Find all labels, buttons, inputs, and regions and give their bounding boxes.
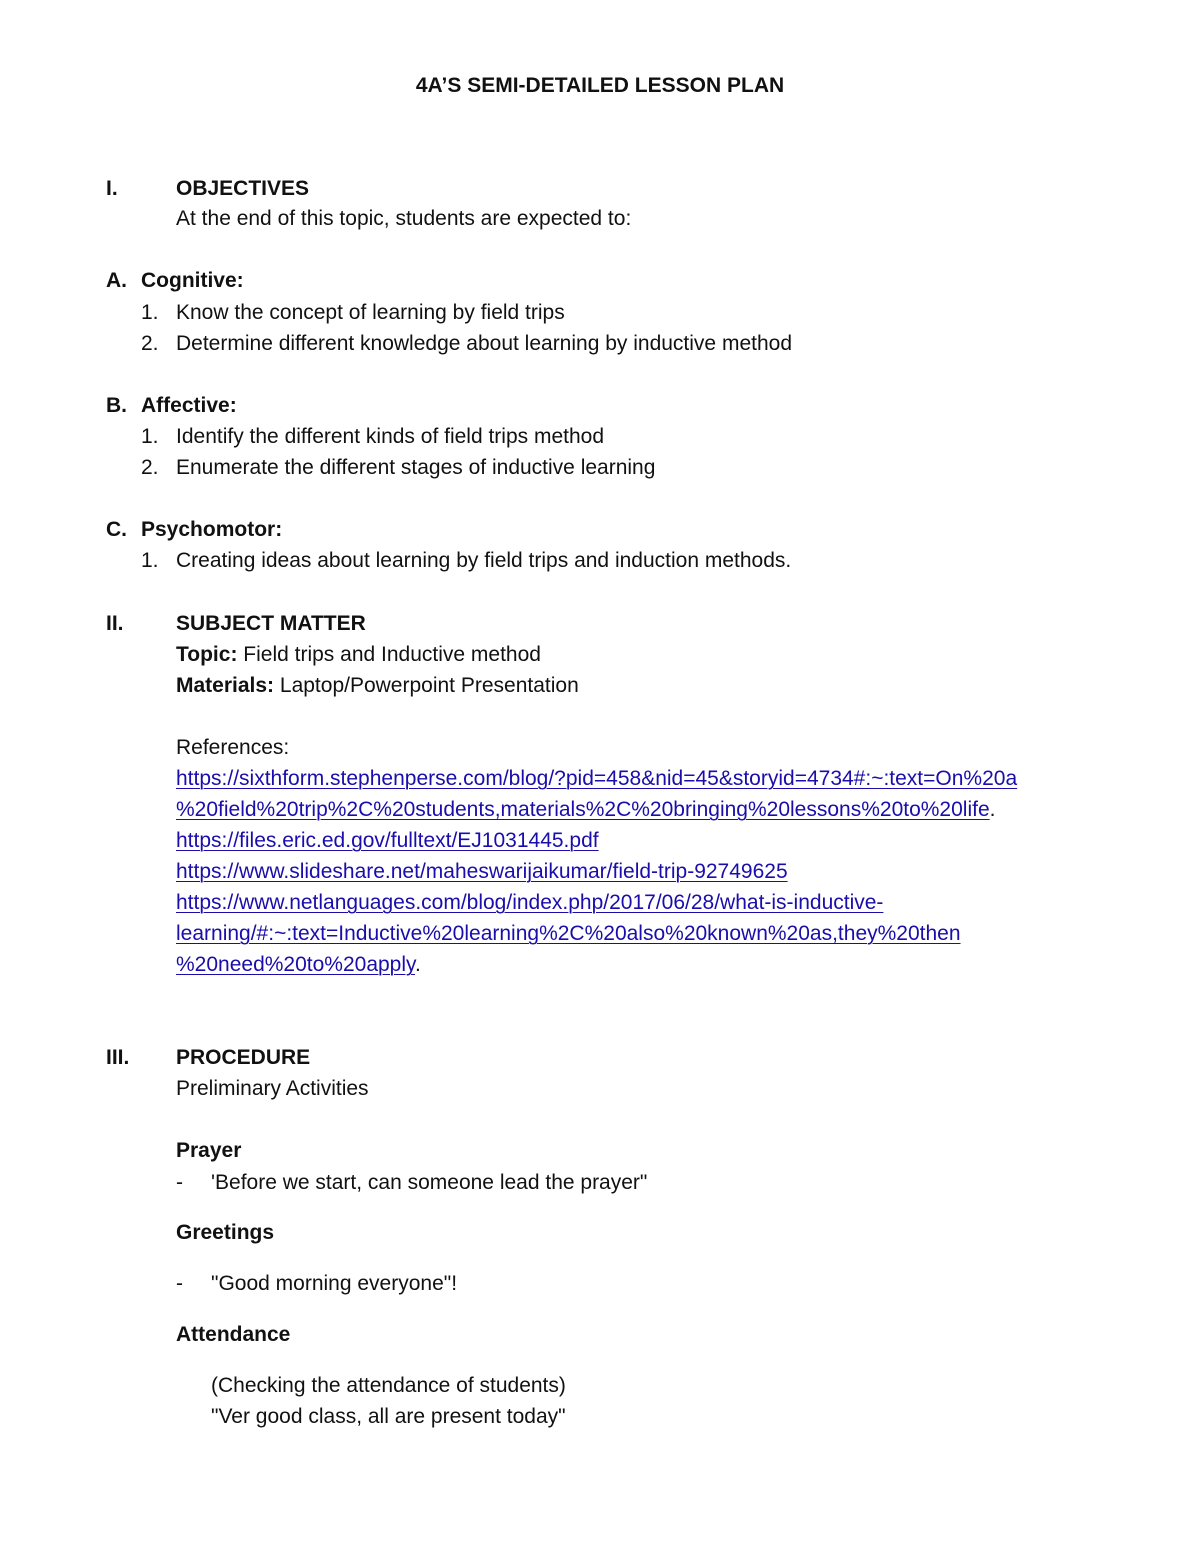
cognitive-label: Cognitive: bbox=[141, 269, 244, 292]
list-item-number: 1. bbox=[141, 425, 159, 448]
prayer-text: 'Before we start, can someone lead the prayer" bbox=[211, 1171, 648, 1194]
preliminary-activities: Preliminary Activities bbox=[176, 1077, 369, 1100]
section-heading-objectives: OBJECTIVES bbox=[176, 177, 310, 200]
topic-value: Field trips and Inductive method bbox=[243, 643, 541, 666]
cognitive-letter: A. bbox=[106, 269, 127, 292]
reference-link-4-part3[interactable]: %20need%20to%20apply bbox=[176, 953, 415, 976]
reference-link-3[interactable]: https://www.slideshare.net/maheswarijaikumar/field-trip-92749625 bbox=[176, 860, 788, 883]
reference-link-1[interactable]: https://sixthform.stephenperse.com/blog/?pid=458&nid=45&storyid=4734#:~:text=On%20a bbox=[176, 767, 1018, 790]
references-label: References: bbox=[176, 736, 290, 759]
psychomotor-label: Psychomotor: bbox=[141, 518, 283, 541]
list-item: Determine different knowledge about learning by inductive method bbox=[176, 332, 792, 355]
materials-line bbox=[176, 675, 579, 696]
list-item-number: 2. bbox=[141, 456, 159, 479]
attendance-note: (Checking the attendance of students) bbox=[211, 1374, 566, 1397]
attendance-text: "Ver good class, all are present today" bbox=[211, 1405, 566, 1428]
reference-link-1-continued bbox=[176, 799, 995, 820]
list-item: Know the concept of learning by field trips bbox=[176, 301, 565, 324]
affective-label: Affective: bbox=[141, 394, 237, 417]
affective-letter: B. bbox=[106, 394, 127, 417]
dash-bullet: - bbox=[176, 1272, 183, 1295]
materials-value: Laptop/Powerpoint Presentation bbox=[279, 674, 579, 697]
greetings-text: "Good morning everyone"! bbox=[211, 1272, 458, 1295]
prayer-heading: Prayer bbox=[176, 1139, 242, 1162]
reference-link-4-continued bbox=[176, 954, 421, 975]
reference-period: . bbox=[414, 953, 421, 976]
psychomotor-letter: C. bbox=[106, 518, 127, 541]
section-numeral: II. bbox=[106, 612, 124, 635]
section-numeral: I. bbox=[106, 177, 118, 200]
reference-link-4-part2[interactable]: learning/#:~:text=Inductive%20learning%2C%20also%20known%20as,they%20then bbox=[176, 922, 961, 945]
topic-label: Topic: bbox=[176, 643, 238, 666]
dash-bullet: - bbox=[176, 1171, 183, 1194]
reference-period: . bbox=[989, 798, 996, 821]
objectives-intro: At the end of this topic, students are expected to: bbox=[176, 207, 632, 230]
greetings-heading: Greetings bbox=[176, 1221, 275, 1244]
section-numeral: III. bbox=[106, 1046, 130, 1069]
section-heading-subject-matter: SUBJECT MATTER bbox=[176, 612, 366, 635]
attendance-heading: Attendance bbox=[176, 1323, 291, 1346]
topic-line bbox=[176, 644, 541, 665]
page-title: 4A’S SEMI-DETAILED LESSON PLAN bbox=[415, 74, 785, 97]
reference-link-2[interactable]: https://files.eric.ed.gov/fulltext/EJ1031445.pdf bbox=[176, 829, 599, 852]
list-item: Identify the different kinds of field trips method bbox=[176, 425, 605, 448]
list-item-number: 2. bbox=[141, 332, 159, 355]
reference-link-4[interactable]: https://www.netlanguages.com/blog/index.php/2017/06/28/what-is-inductive- bbox=[176, 891, 884, 914]
list-item-number: 1. bbox=[141, 549, 159, 572]
list-item-number: 1. bbox=[141, 301, 159, 324]
list-item: Enumerate the different stages of inductive learning bbox=[176, 456, 656, 479]
reference-link-1-part2[interactable]: %20field%20trip%2C%20students,materials%2C%20bringing%20lessons%20to%20life bbox=[176, 798, 990, 821]
list-item: Creating ideas about learning by field trips and induction methods. bbox=[176, 549, 792, 572]
materials-label: Materials: bbox=[176, 674, 275, 697]
section-heading-procedure: PROCEDURE bbox=[176, 1046, 311, 1069]
